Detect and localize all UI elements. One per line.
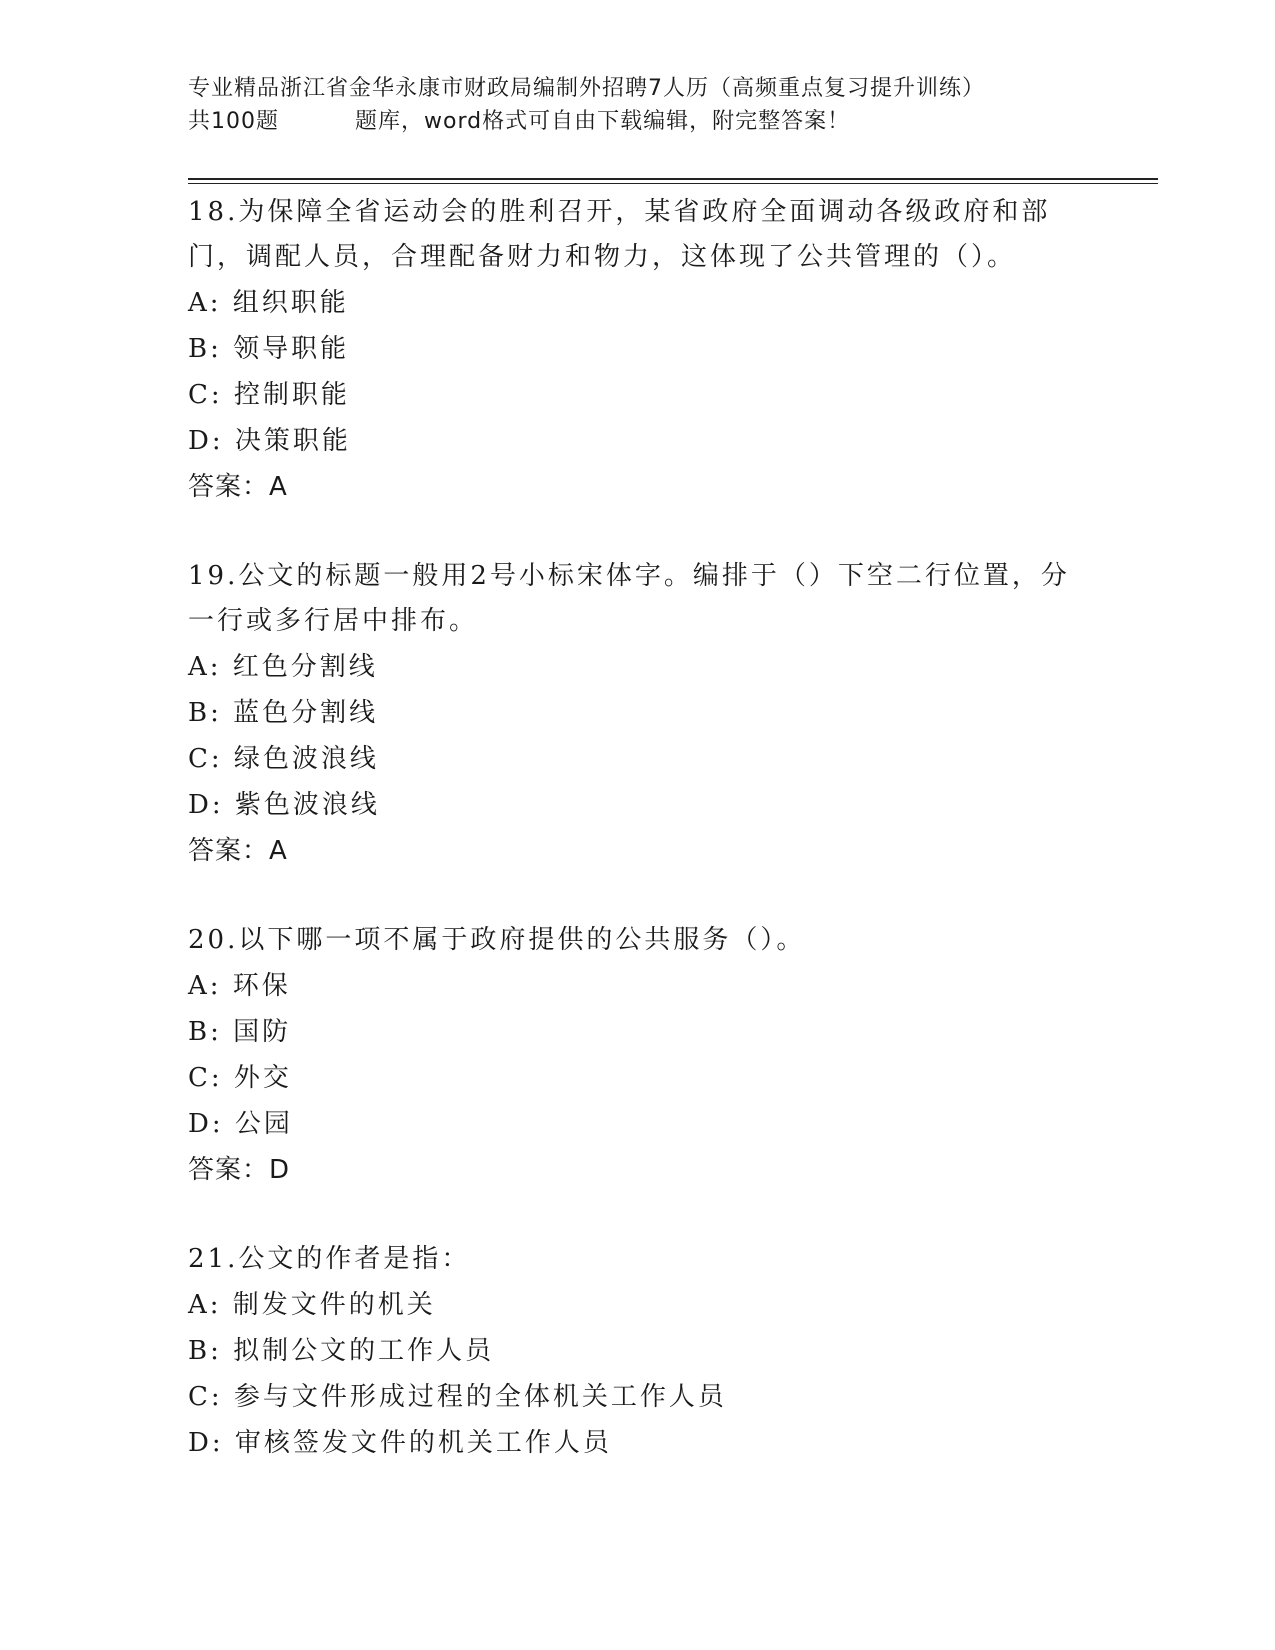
question-stem: 19.公文的标题一般用2号小标宋体字。编排于（）下空二行位置，分一行或多行居中排布。 — [188, 561, 1070, 636]
answer-text: 答案：A — [188, 836, 288, 866]
header-rule-thin — [188, 183, 1158, 184]
option-c: C: 控制职能 — [188, 380, 350, 410]
option-d: D: 审核签发文件的机关工作人员 — [188, 1428, 612, 1458]
question-stem: 18.为保障全省运动会的胜利召开，某省政府全面调动各级政府和部门，调配人员，合理配备财力和物力，这体现了公共管理的（）。 — [188, 197, 1051, 272]
option-a: A: 组织职能 — [188, 288, 349, 318]
answer-text: 答案：D — [188, 1155, 291, 1185]
option-d: D: 决策职能 — [188, 426, 351, 456]
header-count: 共100题 — [188, 109, 279, 134]
header-note: 题库，word格式可自由下载编辑，附完整答案！ — [355, 109, 851, 134]
option-c: C: 参与文件形成过程的全体机关工作人员 — [188, 1382, 727, 1412]
page-header — [188, 72, 1168, 138]
option-b: B: 领导职能 — [188, 334, 350, 364]
option-a: A: 制发文件的机关 — [188, 1290, 436, 1320]
option-c: C: 绿色波浪线 — [188, 744, 379, 774]
question-item — [188, 190, 1088, 510]
question-stem: 21.公文的作者是指： — [188, 1244, 471, 1274]
question-item — [188, 918, 1088, 1193]
header-title: 专业精品浙江省金华永康市财政局编制外招聘7人历（高频重点复习提升训练） — [188, 76, 985, 101]
question-item — [188, 554, 1088, 874]
header-subtitle — [188, 105, 1168, 138]
option-b: B: 拟制公文的工作人员 — [188, 1336, 495, 1366]
option-a: A: 环保 — [188, 971, 291, 1001]
option-b: B: 蓝色分割线 — [188, 698, 379, 728]
option-b: B: 国防 — [188, 1017, 292, 1047]
question-stem: 20.以下哪一项不属于政府提供的公共服务（）。 — [188, 925, 806, 955]
question-list — [188, 190, 1088, 1510]
header-rule-thick — [188, 178, 1158, 180]
option-c: C: 外交 — [188, 1063, 292, 1093]
option-d: D: 紫色波浪线 — [188, 790, 380, 820]
question-item — [188, 1237, 1088, 1466]
option-a: A: 红色分割线 — [188, 652, 378, 682]
answer-text: 答案：A — [188, 472, 288, 502]
option-d: D: 公园 — [188, 1109, 293, 1139]
